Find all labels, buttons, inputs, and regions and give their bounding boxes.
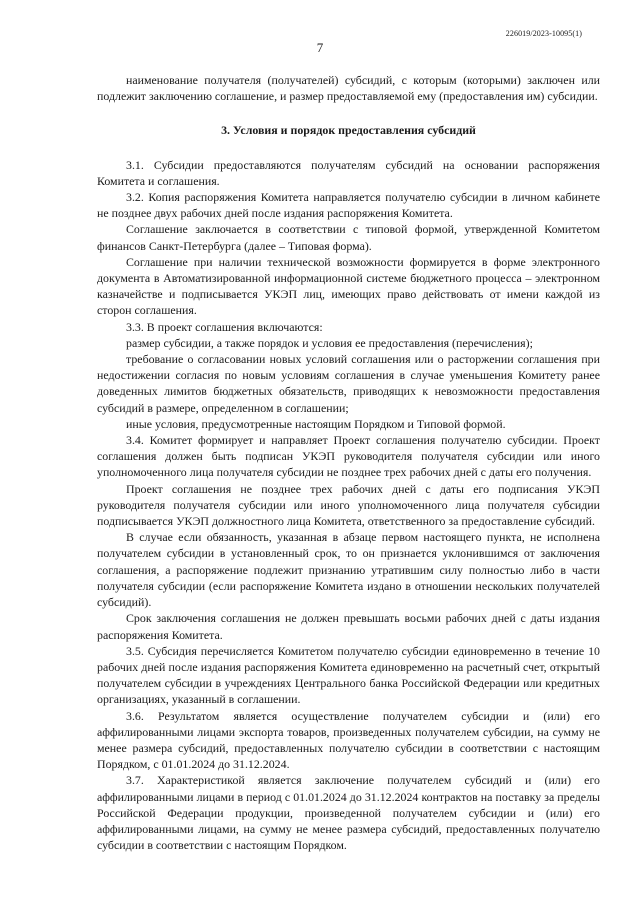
list-item: иные условия, предусмотренные настоящим Порядком и Типовой формой. [126,416,506,431]
page-number: 7 [316,40,324,55]
paragraph-3-5: 3.5. Субсидия перечисляется Комитетом получателю субсидии единовременно в течение 10 рабочих дней после издания распоряжения Комитета единовременно на расчетный счет, открытый получателем субсидии в учреждениях Центрального банка Российской Федерации или кредитных организациях, указанный в соглашении. [97,643,600,707]
paragraph-3-2: 3.2. Копия распоряжения Комитета направляется получателю субсидии в личном кабинете не позднее двух рабочих дней после издания распоряжения Комитета. [97,190,600,221]
paragraph: Соглашение заключается в соответствии с типовой формой, утвержденной Комитетом финансов Санкт-Петербурга (далее – Типовая форма). [97,222,600,253]
paragraph: наименование получателя (получателей) субсидий, с которым (которыми) заключен или подлежит заключению соглашение, и размер предоставляемой ему (предоставления им) субсидии. [97,73,600,104]
paragraph-3-4: 3.4. Комитет формирует и направляет Проект соглашения получателю субсидии. Проект соглашения должен быть подписан УКЭП руководителя получателя субсидии или иного уполномоченного лица получателя субсидии не позднее трех рабочих дней с даты его получения. [97,433,600,480]
list-item: размер субсидии, а также порядок и условия ее предоставления (перечисления); [126,335,533,350]
paragraph: Соглашение при наличии технической возможности формируется в форме электронного документа в Автоматизированной информационной системе бюджетного процесса – электронном казначействе и подписывается УКЭП лиц, имеющих право действовать от имени каждой из сторон соглашения. [97,254,600,318]
document-id: 226019/2023-10095(1) [505,29,582,38]
paragraph-3-1: 3.1. Субсидии предоставляются получателям субсидий на основании распоряжения Комитета и соглашения. [97,157,600,188]
paragraph-3-3: 3.3. В проект соглашения включаются: [126,319,323,334]
paragraph-3-6: 3.6. Результатом является осуществление получателем субсидии и (или) его аффилированными лицами экспорта товаров, произведенных получателем субсидии, на сумму не менее размера субсидий, предоставленных получателю субсидии в соответствии с настоящим Порядком, с 01.01.2024 до 31.12.2024. [97,708,600,772]
document-body [97,72,600,853]
paragraph: Срок заключения соглашения не должен превышать восьми рабочих дней с даты издания распоряжения Комитета. [97,611,600,642]
paragraph: В случае если обязанность, указанная в абзаце первом настоящего пункта, не исполнена получателем субсидии в установленный срок, то он признается уклонившимся от заключения соглашения, а распоряжение подлежит признанию утратившим силу полностью либо в части получателя субсидии (если распоряжение Комитета издано в отношении нескольких получателей субсидий). [97,530,600,610]
paragraph: Проект соглашения не позднее трех рабочих дней с даты его подписания УКЭП руководителя получателя субсидии или иного уполномоченного лица получателя субсидии подписывается УКЭП должностного лица Комитета, ответственного за предоставление субсидий. [97,481,600,529]
paragraph-3-7: 3.7. Характеристикой является заключение получателем субсидий и (или) его аффилированными лицами в период с 01.01.2024 до 31.12.2024 контрактов на поставку за пределы Российской Федерации продукции, произведенной получателем субсидии и (или) его аффилированными лицами, на сумму не менее размера субсидий, предоставленных получателю субсидии в соответствии с настоящим Порядком. [97,773,600,853]
section-title: 3. Условия и порядок предоставления субсидий [221,123,476,138]
list-item: требование о согласовании новых условий соглашения или о расторжении соглашения при недостижении согласия по новым условиям соглашения в случае уменьшения Комитету ранее доведенных лимитов бюджетных обязательств, приводящих к невозможности предоставления субсидий в размере, определенном в соглашении; [97,352,600,415]
